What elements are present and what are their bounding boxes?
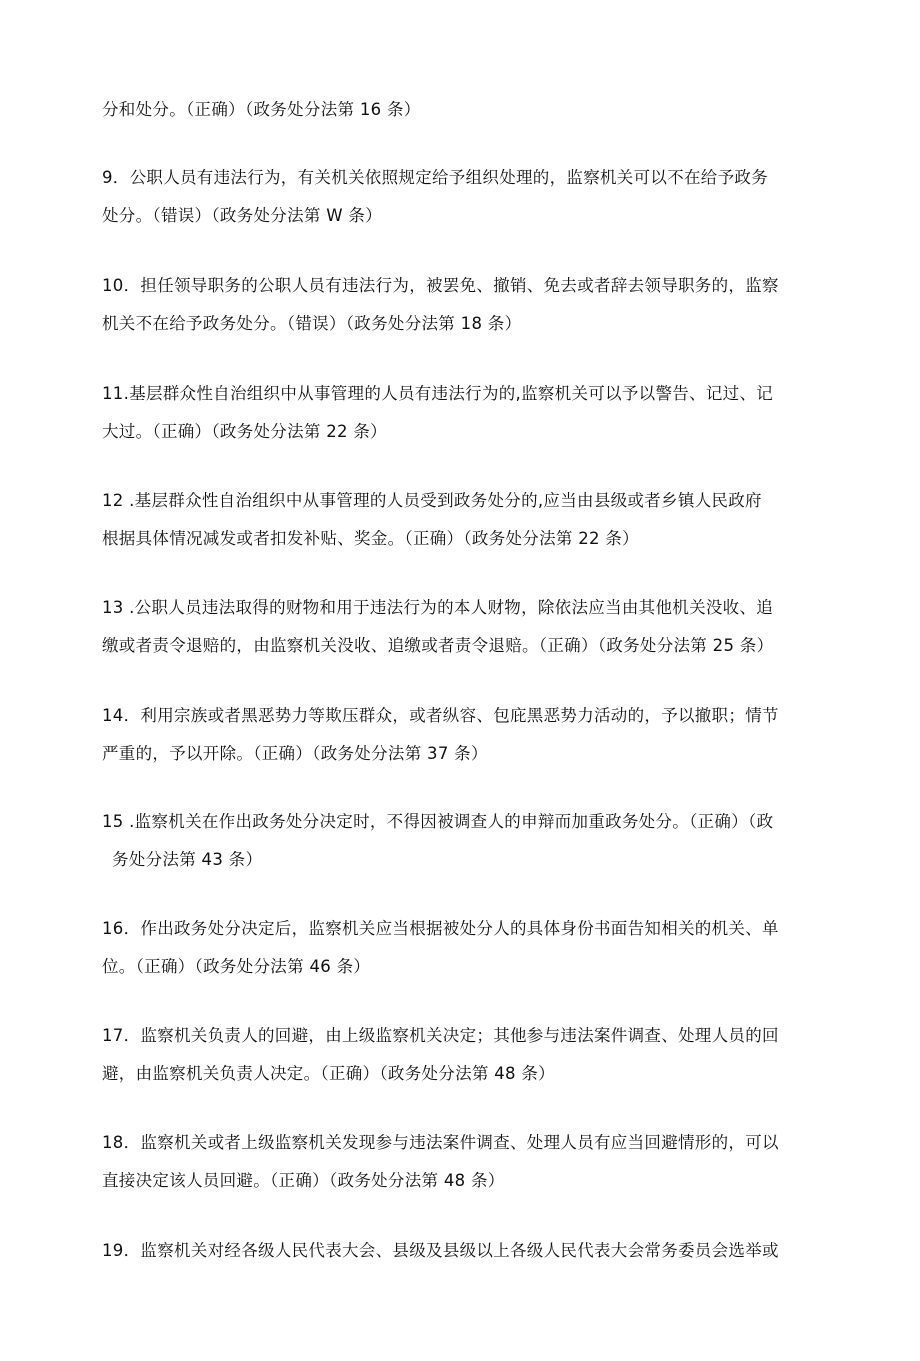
paragraph-continuation <box>102 91 832 129</box>
text-line: 直接决定该人员回避。（正确）（政务处分法第 48 条） <box>102 1171 505 1190</box>
text-line: 10．担任领导职务的公职人员有违法行为，被罢免、撤销、免去或者辞去领导职务的，监察 <box>102 276 779 295</box>
text-line: 分和处分。（正确）（政务处分法第 16 条） <box>102 100 421 119</box>
paragraph-item-11 <box>102 375 832 451</box>
paragraph-item-18 <box>102 1124 832 1200</box>
text-line: 12 .基层群众性自治组织中从事管理的人员受到政务处分的,应当由县级或者乡镇人民政府 <box>102 491 762 510</box>
text-line: 9．公职人员有违法行为，有关机关依照规定给予组织处理的，监察机关可以不在给予政务 <box>102 168 768 187</box>
paragraph-item-14 <box>102 697 832 773</box>
text-line: 14．利用宗族或者黑恶势力等欺压群众，或者纵容、包庇黑恶势力活动的，予以撤职；情节 <box>102 706 779 725</box>
text-line: 15 .监察机关在作出政务处分决定时，不得因被调查人的申辩而加重政务处分。（正确）（政 <box>102 812 774 831</box>
text-line: 17．监察机关负责人的回避，由上级监察机关决定；其他参与违法案件调查、处理人员的回 <box>102 1026 779 1045</box>
text-line: 位。（正确）（政务处分法第 46 条） <box>102 957 371 976</box>
text-line: 严重的，予以开除。（正确）（政务处分法第 37 条） <box>102 744 488 763</box>
text-line: 处分。（错误）（政务处分法第 W 条） <box>102 206 383 225</box>
text-line: 避，由监察机关负责人决定。（正确）（政务处分法第 48 条） <box>102 1064 555 1083</box>
paragraph-item-13 <box>102 589 832 665</box>
text-line: 18．监察机关或者上级监察机关发现参与违法案件调查、处理人员有应当回避情形的，可以 <box>102 1133 779 1152</box>
paragraph-item-9 <box>102 159 832 235</box>
paragraph-item-12 <box>102 482 832 558</box>
text-line: 大过。（正确）（政务处分法第 22 条） <box>102 422 387 441</box>
paragraph-item-10 <box>102 267 832 343</box>
text-line: 机关不在给予政务处分。（错误）（政务处分法第 18 条） <box>102 314 522 333</box>
paragraph-item-19 <box>102 1232 832 1270</box>
text-line: 13 .公职人员违法取得的财物和用于违法行为的本人财物，除依法应当由其他机关没收、追 <box>102 598 774 617</box>
text-line: 19．监察机关对经各级人民代表大会、县级及县级以上各级人民代表大会常务委员会选举或 <box>102 1241 779 1260</box>
text-line: 根据具体情况减发或者扣发补贴、奖金。（正确）（政务处分法第 22 条） <box>102 529 639 548</box>
paragraph-item-17 <box>102 1017 832 1093</box>
text-line: 11.基层群众性自治组织中从事管理的人员有违法行为的,监察机关可以予以警告、记过、记 <box>102 384 774 403</box>
text-line: 务处分法第 43 条） <box>112 850 263 869</box>
paragraph-item-16 <box>102 910 832 986</box>
text-line: 缴或者责令退赔的，由监察机关没收、追缴或者责令退赔。（正确）（政务处分法第 25 条） <box>102 636 774 655</box>
text-line: 16．作出政务处分决定后，监察机关应当根据被处分人的具体身份书面告知相关的机关、单 <box>102 919 779 938</box>
paragraph-item-15 <box>102 803 832 879</box>
